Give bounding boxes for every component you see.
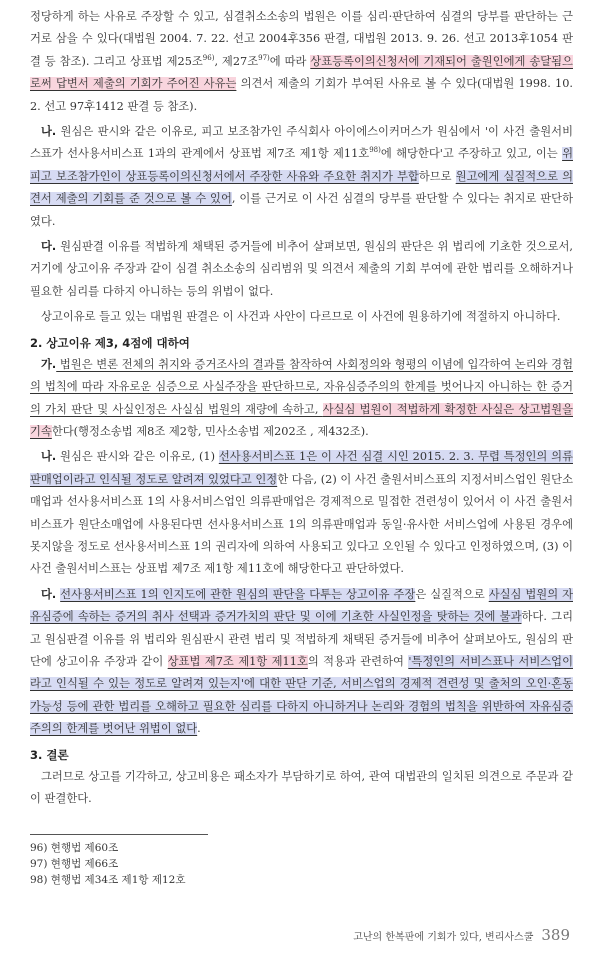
paragraph-na-2 [30,446,573,580]
text-run: 하다. 그리고 원심판결 이유를 위 법리와 원심판시 관련 법리 및 적법하게 채택된 증거들에 비추어 살펴보아도, 원심의 판단에 상고이유 주장과 같이 [30,610,573,668]
text-run: 의 적용과 관련하여 [307,654,409,668]
highlight-blue: 원고에게 실질적으로 의견서 제출의 기회를 준 것으로 볼 수 있어 [30,169,573,206]
footnote-divider [30,834,208,835]
underlined-text: 법원은 변론 전체의 취지와 증거조사의 결과를 참작하여 사회정의와 형평의 이념에 입각하여 논리와 경험의 법칙에 따라 자유로운 심증으로 사실주장을 판단하므로, 자유심증주의의 한계를 벗어나지 아니하는 한 증거의 가치 판단 및 사실인정은 사실심 법원의 재량에 속하고, [30,357,573,416]
footnote-97: 97) 현행법 제66조 [30,858,119,870]
text-run: 상고이유로 들고 있는 대법원 판결은 이 사건과 사안이 다르므로 이 사건에 원용하기에 적절하지 아니하다. [41,310,561,324]
highlight-blue: '특정인의 서비스표나 서비스업이라고 인식될 수 있는 정도로 알려져 있는지'에 대한 판단 기준, 서비스업의 경제적 견련성 및 출처의 오인·혼동 가능성 등에 관한 법리를 오해하고 필요한 심리를 다하지 아니하거나 논리와 경험의 법칙을 위반하여 자유심증주의의 한계를 벗어난 위법이 없다 [30,654,573,736]
page-number: 389 [541,926,570,944]
highlight-blue: 선사용서비스표 1은 이 사건 심결 시인 2015. 2. 3. 무렵 특정인의 의류판매업이라고 인식될 정도로 알려져 있었다고 인정 [30,450,573,486]
highlight-pink: 상표법 제7조 제1항 제11호 [167,654,308,668]
footnote-98: 98) 현행법 제34조 제1항 제12호 [30,874,186,886]
text-run: 그러므로 상고를 기각하고, 상고비용은 패소자가 부담하기로 하여, 관여 대법관의 일치된 의견으로 주문과 같이 판결한다. [30,769,573,805]
paragraph-1-continued [30,6,573,118]
text-run: . [197,722,201,736]
section-marker: 다. [41,240,57,254]
highlight-pink: 사실심 법원이 적법하게 확정한 사실은 상고법원을 기속 [30,402,573,438]
page-footer [353,926,570,944]
highlight-blue: 사실심 법원의 자유심증에 속하는 증거의 취사 선택과 증거가치의 판단 및 이에 기초한 사실인정을 탓하는 것에 불과 [30,587,573,624]
text-run: 원심판결 이유를 적법하게 채택된 증거들에 비추어 살펴보면, 원심의 판단은 위 법리에 기초한 것으로서, 거기에 상고이유 주장과 같이 심결 취소소송의 심리범위 및 의견서 제출의 기회 부여에 관한 법리를 오해하거나 필요한 심리를 다하지 아니하는 등의 위법이 없다. [30,240,573,298]
text-run: 의견서 제출의 기회가 부여된 사유로 볼 수 있다(대법원 1998. 10. 2. 선고 97후1412 판결 등 참조). [30,77,573,113]
paragraph-na-1 [30,121,573,233]
highlight-pink: 상표등록이의신청서에 기재되어 출원인에게 송달됨으로써 답변서 제출의 기회가 주어진 사유는 [30,54,573,91]
text-run: 에 해당한다'고 주장하고 있고, 이는 [380,147,563,161]
text-run: 은 실질적으로 [415,587,489,601]
footnote-96: 96) 현행법 제60조 [30,842,119,854]
paragraph-4 [30,306,573,328]
highlight-blue: 선사용서비스표 1의 인지도에 관한 원심의 판단을 다투는 상고이유 주장 [60,587,416,601]
paragraph-da-1 [30,236,573,303]
paragraph-da-2 [30,584,573,741]
section-marker: 가. [41,357,57,371]
text-run: , 제27조 [214,54,259,68]
text-run: 정당하게 하는 사유로 주장할 수 있고, 심결취소소송의 법원은 이를 심리·판단하여 심결의 당부를 판단하는 근거로 삼을 수 있다(대법원 2004. 7. 22. 선고 2004후356 판결, 대법원 2013. 9. 26. 선고 2013후1054 판결 등 참조). 그리고 상표법 제25조 [30,10,573,68]
text-run: 하므로 [418,169,456,183]
footnote-ref-98[interactable]: 98) [369,146,381,155]
footnote-ref-97[interactable]: 97) [258,54,270,63]
text-run: 원심은 판시와 같은 이유로, (1) [56,450,219,464]
section-heading-2: 2. 상고이유 제3, 4점에 대하여 [30,335,190,350]
footnotes [30,840,186,888]
section-marker: 나. [41,450,57,464]
highlight-blue: 위 피고 보조참가인이 상표등록이의신청서에서 주장한 사유와 주요한 취지가 부합 [30,147,573,183]
document-body [30,6,573,810]
footnote-ref-96[interactable]: 96) [202,54,215,63]
text-run: , 이를 근거로 이 사건 심결의 당부를 판단할 수 있다는 취지로 판단하였다. [30,192,573,228]
text-run: 원심은 판시와 같은 이유로, 피고 보조참가인 주식회사 아이에스이커머스가 원심에서 '이 사건 출원서비스표가 선사용서비스표 1과의 관계에서 상표법 제7조 제1항 제11호 [30,125,573,161]
section-marker: 나. [41,125,57,139]
text-run: 한 다음, (2) 이 사건 출원서비스표의 지정서비스업인 원단소매업과 선사용서비스표 1의 사용서비스업인 의류판매업은 경제적으로 밀접한 견련성이 있어서 이 사건 출원서비스표가 원단소매업에 사용된다면 선사용서비스표 1의 의류판매업과 동일·유사한 서비스업에 사용된 경우에 못지않을 정도로 선사용서비스표 1의 권리자에 의하여 사용되고 있다고 오인될 수 있다고 인정하였으며, (3) 이 사건 출원서비스표는 상표법 제7조 제1항 제11호에 해당한다고 판단하였다. [30,472,573,576]
section-marker: 다. [41,587,57,601]
text-run: 에 따라 [269,54,311,68]
paragraph-conclusion [30,766,573,811]
paragraph-ga-2 [30,354,573,444]
section-heading-3: 3. 결론 [30,747,69,762]
text-run: 한다(행정소송법 제8조 제2항, 민사소송법 제202조 , 제432조). [51,424,369,438]
running-title: 고난의 한복판에 기회가 있다, 변리사스쿨 [353,932,534,943]
